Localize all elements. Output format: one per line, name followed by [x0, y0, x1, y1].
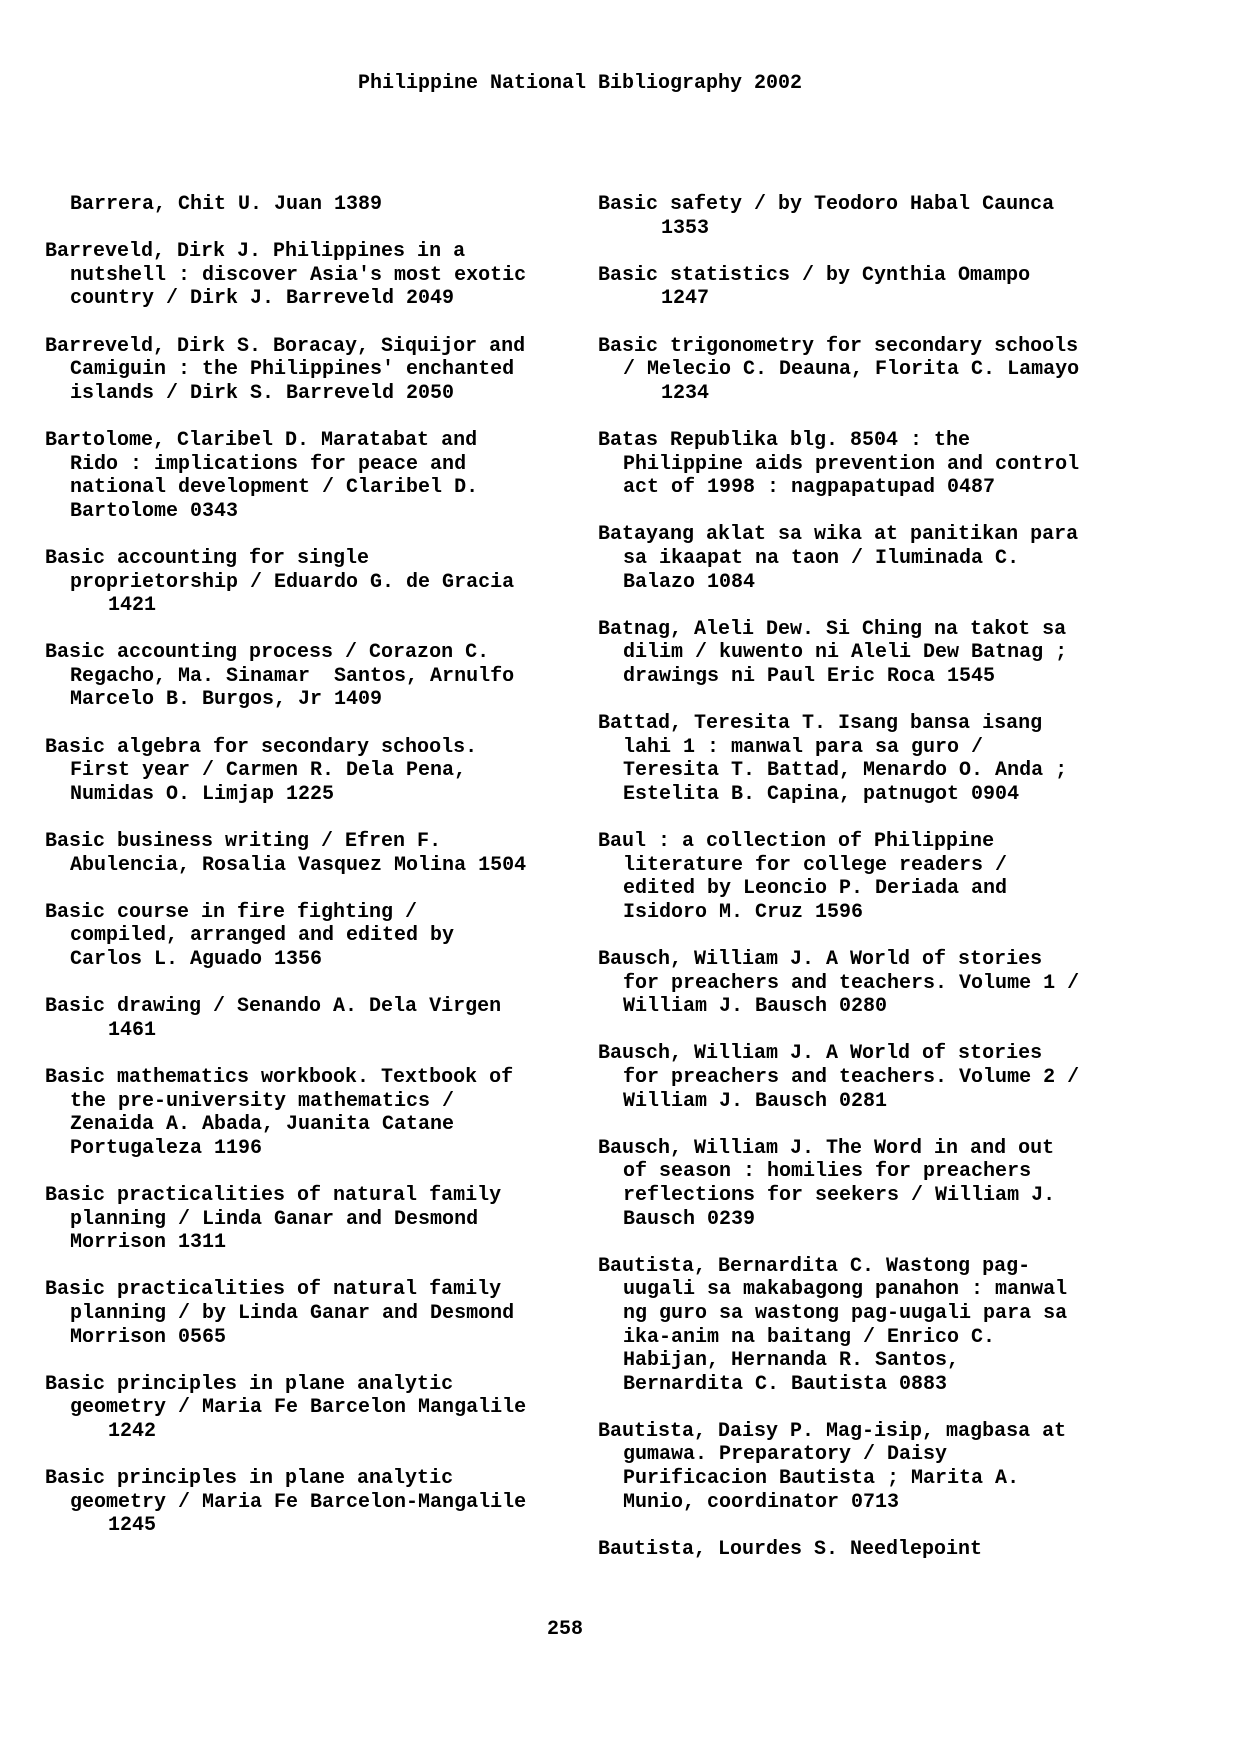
entry-continuation-line: Portugaleza 1196	[70, 1136, 263, 1160]
bibliography-entry	[598, 1420, 1158, 1514]
entry-continuation-line: Bausch 0239	[623, 1207, 756, 1231]
bibliography-entry	[598, 429, 1158, 500]
entry-continuation-line: 1461	[108, 1018, 157, 1042]
left-column	[45, 193, 565, 1561]
bibliography-entry	[45, 429, 565, 523]
entry-continuation-line: 1353	[661, 216, 710, 240]
bibliography-entry	[45, 641, 565, 712]
entry-continuation-line: for preachers and teachers. Volume 1 /	[623, 971, 1080, 995]
entry-heading-line: Basic algebra for secondary schools.	[45, 735, 478, 759]
entry-continuation-line: Marcelo B. Burgos, Jr 1409	[70, 688, 383, 712]
bibliography-entry	[45, 1184, 565, 1255]
entry-heading-line: Basic drawing / Senando A. Dela Virgen	[45, 995, 502, 1019]
entry-heading-line: Batnag, Aleli Dew. Si Ching na takot sa	[598, 617, 1067, 641]
entry-continuation-line: William J. Bausch 0281	[623, 1089, 888, 1113]
entry-heading-line: Bausch, William J. A World of stories	[598, 948, 1043, 971]
bibliography-entry	[45, 736, 565, 807]
bibliography-entry	[45, 830, 565, 877]
entry-continuation-line: ng guro sa wastong pag-uugali para sa	[623, 1301, 1068, 1325]
bibliography-entry	[45, 547, 565, 618]
bibliography-entry	[598, 1137, 1158, 1231]
bibliography-entry	[45, 995, 565, 1042]
entry-continuation-line: compiled, arranged and edited by	[70, 924, 455, 948]
entry-continuation-line: / Melecio C. Deauna, Florita C. Lamayo	[623, 358, 1080, 382]
entry-continuation-line: islands / Dirk S. Barreveld 2050	[70, 381, 455, 405]
entry-continuation-line: planning / Linda Ganar and Desmond	[70, 1207, 479, 1231]
entry-heading-line: Barreveld, Dirk S. Boracay, Siquijor and	[45, 334, 526, 358]
entry-continuation-line: act of 1998 : nagpapatupad 0487	[623, 476, 996, 500]
entry-continuation-line: Philippine aids prevention and control	[623, 452, 1080, 476]
bibliography-entry	[598, 193, 1158, 240]
entry-continuation-line: reflections for seekers / William J.	[623, 1183, 1056, 1207]
entry-continuation-line: Zenaida A. Abada, Juanita Catane	[70, 1113, 455, 1137]
entry-heading-line: Baul : a collection of Philippine	[598, 830, 995, 854]
entry-continuation-line: Munio, coordinator 0713	[623, 1490, 900, 1514]
bibliography-entry	[598, 1538, 1158, 1562]
entry-continuation-line: of season : homilies for preachers	[623, 1160, 1032, 1184]
entry-continuation-line: 1421	[108, 594, 157, 618]
bibliography-entry	[45, 1467, 565, 1538]
entry-continuation-line: 1242	[108, 1419, 157, 1443]
entry-continuation-line: Abulencia, Rosalia Vasquez Molina 1504	[70, 853, 527, 877]
entry-heading-line: Basic mathematics workbook. Textbook of	[45, 1065, 514, 1089]
bibliography-entry	[45, 193, 565, 217]
entry-heading-line: Basic trigonometry for secondary schools	[598, 334, 1079, 358]
entry-continuation-line: national development / Claribel D.	[70, 476, 479, 500]
entry-continuation-line: uugali sa makabagong panahon : manwal	[623, 1278, 1068, 1302]
bibliography-entry	[598, 948, 1158, 1019]
entry-continuation-line: planning / by Linda Ganar and Desmond	[70, 1301, 515, 1325]
entry-heading-line: Basic course in fire fighting /	[45, 900, 418, 924]
entry-continuation-line: edited by Leoncio P. Deriada and	[623, 877, 1008, 901]
entry-continuation-line: Morrison 0565	[70, 1325, 227, 1349]
page-number: 258	[546, 1618, 583, 1641]
entry-heading-line: Batayang aklat sa wika at panitikan para	[598, 523, 1079, 547]
bibliography-entry	[45, 240, 565, 311]
bibliography-entry	[598, 264, 1158, 311]
entry-continuation-line: William J. Bausch 0280	[623, 995, 888, 1019]
bibliography-entry	[45, 1278, 565, 1349]
entry-continuation-line: dilim / kuwento ni Aleli Dew Batnag ;	[623, 641, 1068, 665]
entry-continuation-line: sa ikaapat na taon / Iluminada C.	[623, 546, 1020, 570]
entry-continuation-line: ika-anim na baitang / Enrico C.	[623, 1325, 996, 1349]
entry-heading-line: Bausch, William J. A World of stories	[598, 1042, 1043, 1066]
entry-continuation-line: 1245	[108, 1514, 157, 1538]
entry-heading-line: Basic practicalities of natural family	[45, 1278, 502, 1302]
entry-heading-line: Basic practicalities of natural family	[45, 1183, 502, 1207]
entry-heading-line: Basic accounting process / Corazon C.	[45, 641, 490, 665]
entry-heading-line: Basic statistics / by Cynthia Omampo	[598, 263, 1031, 287]
entry-heading-line: Battad, Teresita T. Isang bansa isang	[598, 712, 1043, 736]
entry-continuation-line: Purificacion Bautista ; Marita A.	[623, 1467, 1020, 1491]
entry-continuation-line: Estelita B. Capina, patnugot 0904	[623, 782, 1020, 806]
entry-heading-line: Basic accounting for single	[45, 546, 370, 570]
entry-heading-line: Basic safety / by Teodoro Habal Caunca	[598, 193, 1055, 216]
entry-continuation-line: Numidas O. Limjap 1225	[70, 782, 335, 806]
entry-continuation-line: for preachers and teachers. Volume 2 /	[623, 1065, 1080, 1089]
bibliography-entry	[598, 712, 1158, 806]
entry-continuation-line: Isidoro M. Cruz 1596	[623, 900, 864, 924]
entry-continuation-line: geometry / Maria Fe Barcelon Mangalile	[70, 1396, 527, 1420]
bibliography-entry	[45, 1373, 565, 1444]
entry-continuation-line: nutshell : discover Asia's most exotic	[70, 263, 527, 287]
entry-continuation-line: Carlos L. Aguado 1356	[70, 948, 323, 971]
entry-continuation-line: Rido : implications for peace and	[70, 452, 467, 476]
entry-continuation-line: Bernardita C. Bautista 0883	[623, 1372, 948, 1396]
bibliography-entry	[598, 830, 1158, 924]
entry-continuation-line: Regacho, Ma. Sinamar Santos, Arnulfo	[70, 664, 515, 688]
entry-heading-line: Bautista, Bernardita C. Wastong pag-	[598, 1254, 1031, 1278]
entry-heading-line: Bautista, Lourdes S. Needlepoint	[598, 1537, 983, 1561]
bibliography-entry	[598, 523, 1158, 594]
entry-heading-line: Bartolome, Claribel D. Maratabat and	[45, 428, 478, 452]
entry-heading-line: Basic principles in plane analytic	[45, 1467, 454, 1491]
bibliography-entry	[45, 901, 565, 972]
bibliography-entry	[45, 1066, 565, 1160]
entry-continuation-line: gumawa. Preparatory / Daisy	[623, 1443, 948, 1467]
entry-continuation-line: proprietorship / Eduardo G. de Gracia	[70, 570, 515, 594]
entry-continuation-line: drawings ni Paul Eric Roca 1545	[623, 664, 996, 688]
bibliography-entry	[598, 335, 1158, 406]
page-header: Philippine National Bibliography 2002	[357, 72, 803, 95]
entry-continuation-line: lahi 1 : manwal para sa guro /	[623, 735, 984, 759]
entry-heading-line: Barreveld, Dirk J. Philippines in a	[45, 240, 466, 264]
bibliography-entry	[598, 618, 1158, 689]
entry-continuation-line: Habijan, Hernanda R. Santos,	[623, 1349, 960, 1373]
entry-continuation-line: country / Dirk J. Barreveld 2049	[70, 287, 455, 311]
entry-continuation-line: 1234	[661, 381, 710, 405]
entry-heading-line: Bausch, William J. The Word in and out	[598, 1136, 1055, 1160]
entry-heading-line: Basic principles in plane analytic	[45, 1372, 454, 1396]
entry-continuation-line: Teresita T. Battad, Menardo O. Anda ;	[623, 759, 1068, 783]
bibliography-entry	[598, 1042, 1158, 1113]
entry-continuation-line: Bartolome 0343	[70, 499, 239, 523]
bibliography-entry	[598, 1255, 1158, 1397]
entry-continuation-line: Balazo 1084	[623, 570, 756, 594]
entry-continuation-line: First year / Carmen R. Dela Pena,	[70, 759, 467, 783]
entry-heading-line: Basic business writing / Efren F.	[45, 830, 442, 854]
entry-continuation-line: Morrison 1311	[70, 1231, 227, 1255]
bibliography-entry	[45, 335, 565, 406]
entry-continuation-line: Camiguin : the Philippines' enchanted	[70, 358, 515, 382]
entry-continuation-line: 1247	[661, 287, 710, 311]
entry-heading-line: Barrera, Chit U. Juan 1389	[70, 193, 383, 216]
entry-continuation-line: literature for college readers /	[623, 853, 1008, 877]
entry-heading-line: Bautista, Daisy P. Mag-isip, magbasa at	[598, 1419, 1067, 1443]
entry-continuation-line: geometry / Maria Fe Barcelon-Mangalile	[70, 1490, 527, 1514]
entry-continuation-line: the pre-university mathematics /	[70, 1089, 455, 1113]
right-column	[598, 193, 1158, 1585]
entry-heading-line: Batas Republika blg. 8504 : the	[598, 428, 971, 452]
